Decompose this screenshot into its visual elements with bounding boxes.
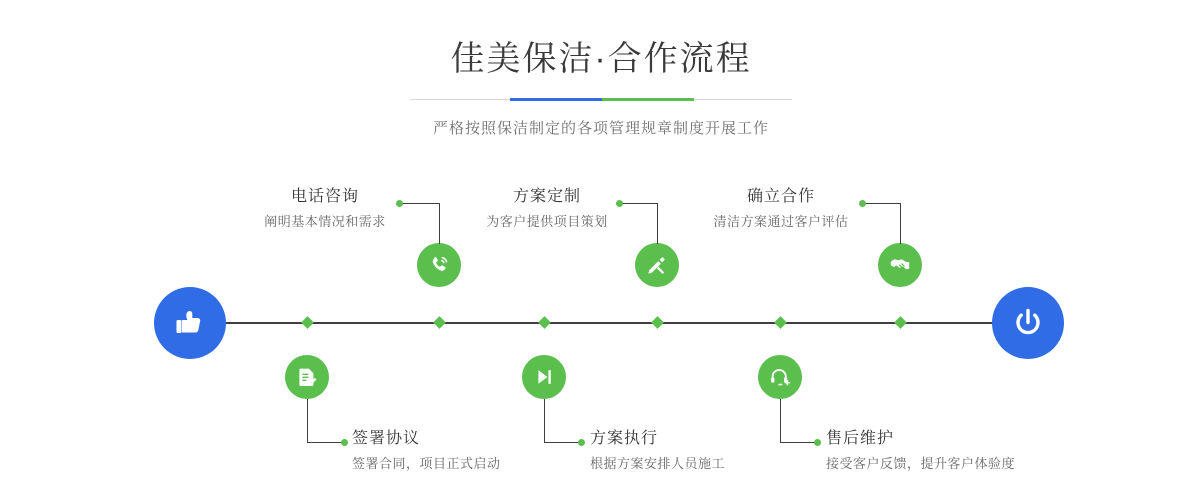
step-label-6	[826, 428, 1015, 474]
handshake-icon	[888, 253, 912, 277]
page-subtitle: 严格按照保洁制定的各项管理规章制度开展工作	[432, 120, 769, 137]
play-skip-icon	[532, 365, 556, 389]
step-connector-6-horizontal	[780, 442, 816, 443]
step-node-3[interactable]	[635, 243, 679, 287]
step-connector-5-vertical	[900, 203, 901, 244]
step-node-6[interactable]	[758, 355, 802, 399]
step-node-4[interactable]	[522, 355, 566, 399]
step-title-6: 售后维护	[826, 430, 895, 447]
step-connector-dot-3	[616, 200, 623, 207]
step-label-2	[352, 428, 501, 474]
step-desc-6: 接受客户反馈，提升客户体验度	[826, 456, 1016, 471]
step-connector-1-horizontal	[400, 203, 440, 204]
axis-marker-4	[538, 316, 551, 329]
step-connector-1-vertical	[439, 203, 440, 244]
step-connector-dot-6	[814, 439, 821, 446]
step-connector-dot-4	[578, 439, 585, 446]
step-connector-3-vertical	[657, 203, 658, 244]
step-desc-1: 阐明基本情况和需求	[264, 214, 386, 229]
axis-marker-1	[433, 316, 446, 329]
step-connector-6-vertical	[780, 399, 781, 442]
step-desc-4: 根据方案安排人员施工	[590, 456, 726, 471]
step-desc-5: 清洁方案通过客户评估	[713, 214, 849, 229]
step-connector-dot-5	[859, 200, 866, 207]
step-connector-dot-2	[341, 439, 348, 446]
step-connector-dot-1	[396, 200, 403, 207]
axis-marker-5	[894, 316, 907, 329]
step-connector-3-horizontal	[620, 203, 658, 204]
step-connector-2-vertical	[307, 399, 308, 442]
step-title-1: 电话咨询	[290, 188, 359, 205]
step-connector-4-horizontal	[544, 442, 580, 443]
timeline-end-node	[992, 287, 1064, 359]
step-desc-3: 为客户提供项目策划	[486, 214, 608, 229]
step-label-5	[706, 186, 856, 232]
step-connector-4-vertical	[544, 399, 545, 442]
power-icon	[1009, 304, 1047, 342]
step-connector-5-horizontal	[863, 203, 901, 204]
axis-marker-3	[651, 316, 664, 329]
pencil-ruler-icon	[645, 253, 669, 277]
step-node-1[interactable]	[417, 243, 461, 287]
step-title-2: 签署协议	[352, 430, 421, 447]
step-node-2[interactable]	[285, 355, 329, 399]
step-label-4	[590, 428, 725, 474]
step-label-3	[478, 186, 616, 232]
timeline-start-node	[154, 287, 226, 359]
step-title-4: 方案执行	[590, 430, 659, 447]
step-desc-2: 签署合同，项目正式启动	[352, 456, 501, 471]
page-title: 佳美保洁·合作流程	[450, 40, 752, 78]
step-title-5: 确立合作	[746, 188, 815, 205]
step-node-5[interactable]	[878, 243, 922, 287]
headset-support-icon	[768, 365, 792, 389]
phone-call-icon	[427, 253, 451, 277]
thumbs-up-icon	[171, 304, 209, 342]
document-edit-icon	[295, 365, 319, 389]
step-label-1	[255, 186, 395, 232]
step-title-3: 方案定制	[512, 188, 581, 205]
axis-marker-6	[774, 316, 787, 329]
axis-marker-2	[301, 316, 314, 329]
step-connector-2-horizontal	[307, 442, 343, 443]
